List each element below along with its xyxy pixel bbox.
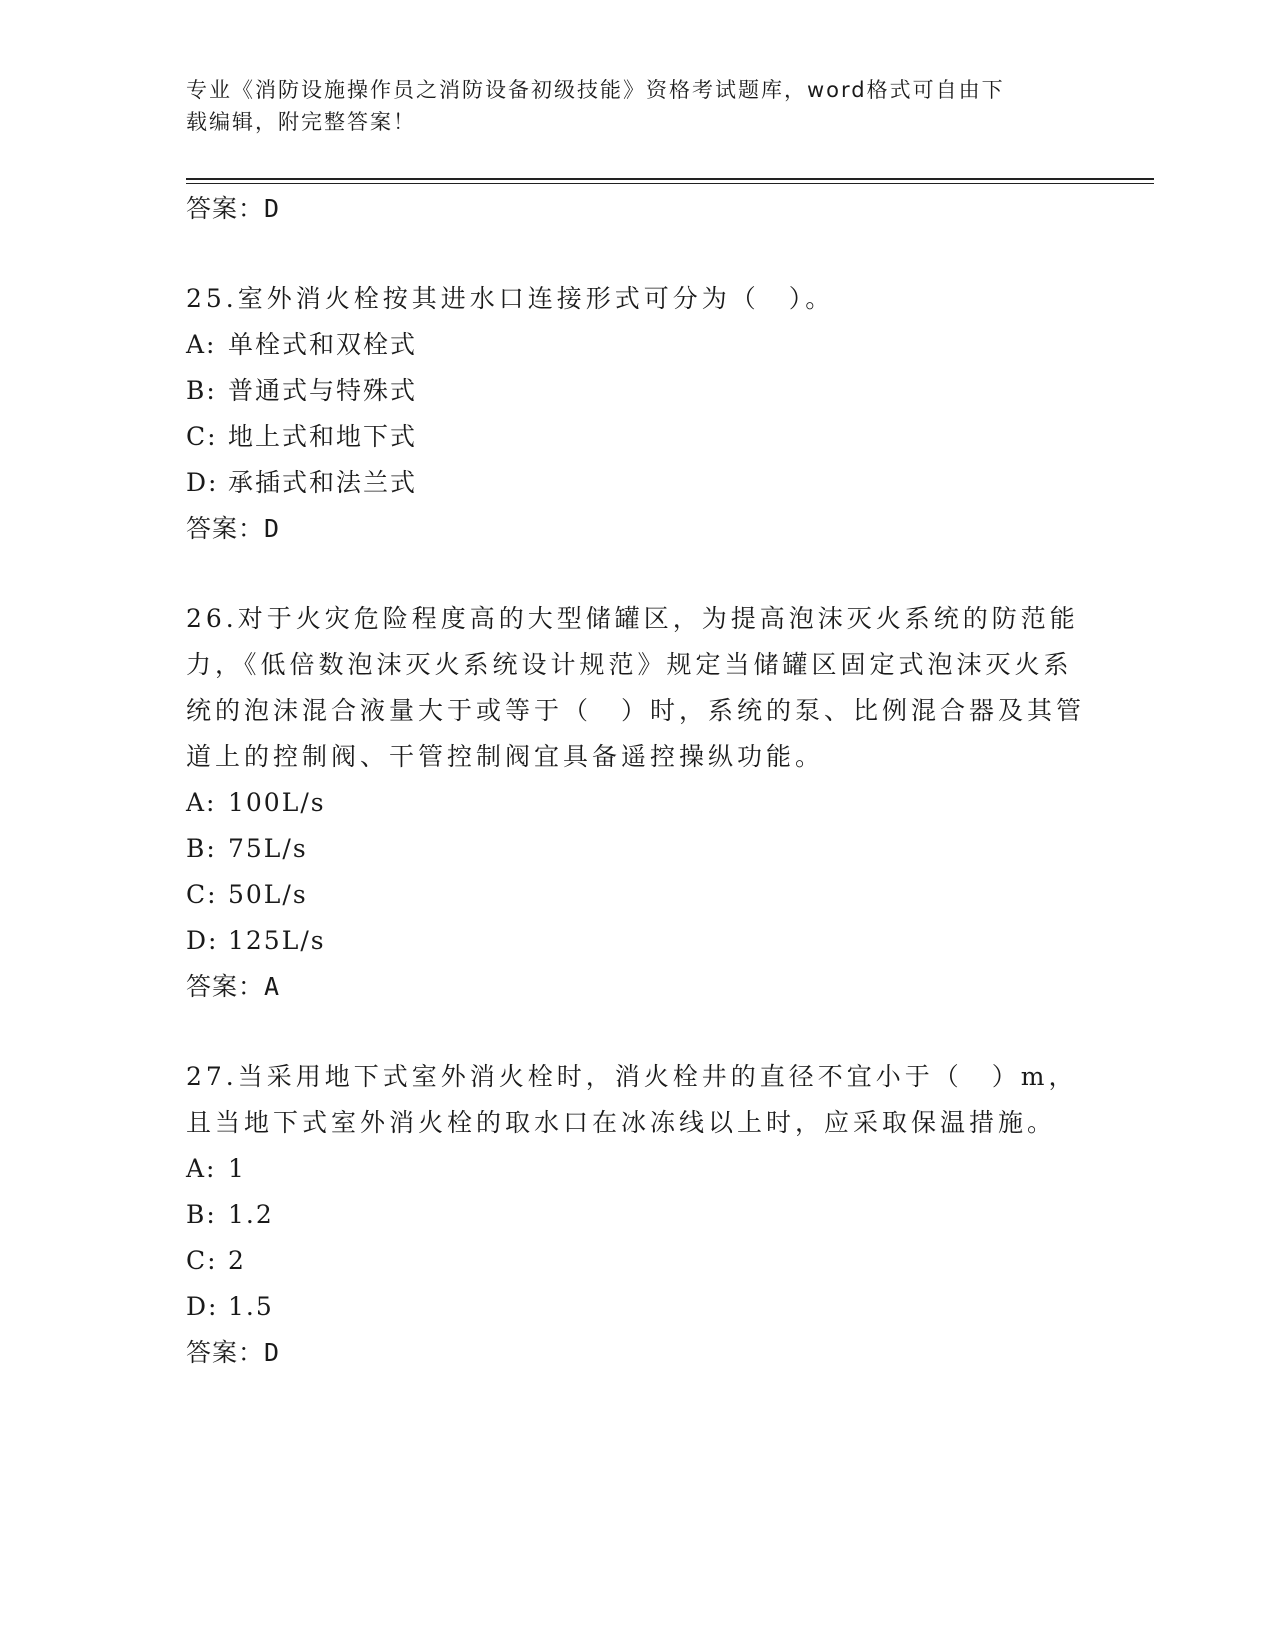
answer-value: D — [264, 1338, 281, 1367]
header-line-1: 专业《消防设施操作员之消防设备初级技能》资格考试题库，word格式可自由下 — [186, 78, 1005, 102]
header-line-2: 载编辑，附完整答案！ — [186, 110, 416, 134]
option-text: 2 — [228, 1246, 246, 1275]
option-label: C: — [186, 1246, 218, 1275]
answer-line — [186, 964, 1086, 1010]
answer-line — [186, 186, 1086, 232]
option-text: 100L/s — [228, 788, 326, 817]
answer-line — [186, 506, 1086, 552]
option-text: 1.5 — [228, 1292, 274, 1321]
option-text: 125L/s — [228, 926, 326, 955]
option-d — [186, 918, 1086, 964]
option-a — [186, 322, 1086, 368]
option-label: D: — [186, 1292, 219, 1321]
answer-value: D — [264, 194, 281, 223]
option-label: C: — [186, 880, 218, 909]
option-a — [186, 1146, 1086, 1192]
option-label: B: — [186, 834, 217, 863]
answer-value: A — [264, 972, 281, 1001]
option-c — [186, 1238, 1086, 1284]
option-text: 50L/s — [228, 880, 308, 909]
header-divider-thick — [186, 178, 1154, 180]
option-d — [186, 460, 1086, 506]
header-divider-thin — [186, 183, 1154, 184]
option-label: A: — [186, 1154, 217, 1183]
answer-label: 答案： — [186, 514, 265, 543]
option-text: 75L/s — [228, 834, 308, 863]
option-b — [186, 368, 1086, 414]
option-label: C: — [186, 422, 218, 451]
option-c — [186, 414, 1086, 460]
option-label: B: — [186, 376, 217, 405]
option-text: 1 — [228, 1154, 246, 1183]
answer-value: D — [264, 514, 281, 543]
option-text: 地上式和地下式 — [228, 422, 418, 451]
option-text: 1.2 — [228, 1200, 274, 1229]
question-text: 27.当采用地下式室外消火栓时，消火栓井的直径不宜小于（ ）m，且当地下式室外消火栓的取水口在冰冻线以上时，应采取保温措施。 — [186, 1062, 1078, 1137]
question-text: 26.对于火灾危险程度高的大型储罐区，为提高泡沫灭火系统的防范能力，《低倍数泡沫灭火系统设计规范》规定当储罐区固定式泡沫灭火系统的泡沫混合液量大于或等于（ ）时，系统的泵、比例混合器及其管道上的控制阀、干管控制阀宜具备遥控操纵功能。 — [186, 604, 1086, 771]
question-list — [186, 186, 1086, 1376]
answer-label: 答案： — [186, 1338, 265, 1367]
answer-line — [186, 1330, 1086, 1376]
option-label: D: — [186, 926, 219, 955]
option-a — [186, 780, 1086, 826]
option-c — [186, 872, 1086, 918]
question-text: 25.室外消火栓按其进水口连接形式可分为（ ）。 — [186, 284, 835, 313]
option-label: A: — [186, 788, 217, 817]
document-header — [186, 74, 1066, 138]
option-label: B: — [186, 1200, 217, 1229]
option-b — [186, 826, 1086, 872]
option-text: 单栓式和双栓式 — [228, 330, 418, 359]
option-d — [186, 1284, 1086, 1330]
option-label: D: — [186, 468, 219, 497]
answer-label: 答案： — [186, 972, 265, 1001]
answer-label: 答案： — [186, 194, 265, 223]
option-text: 普通式与特殊式 — [228, 376, 418, 405]
option-b — [186, 1192, 1086, 1238]
option-text: 承插式和法兰式 — [228, 468, 418, 497]
option-label: A: — [186, 330, 217, 359]
